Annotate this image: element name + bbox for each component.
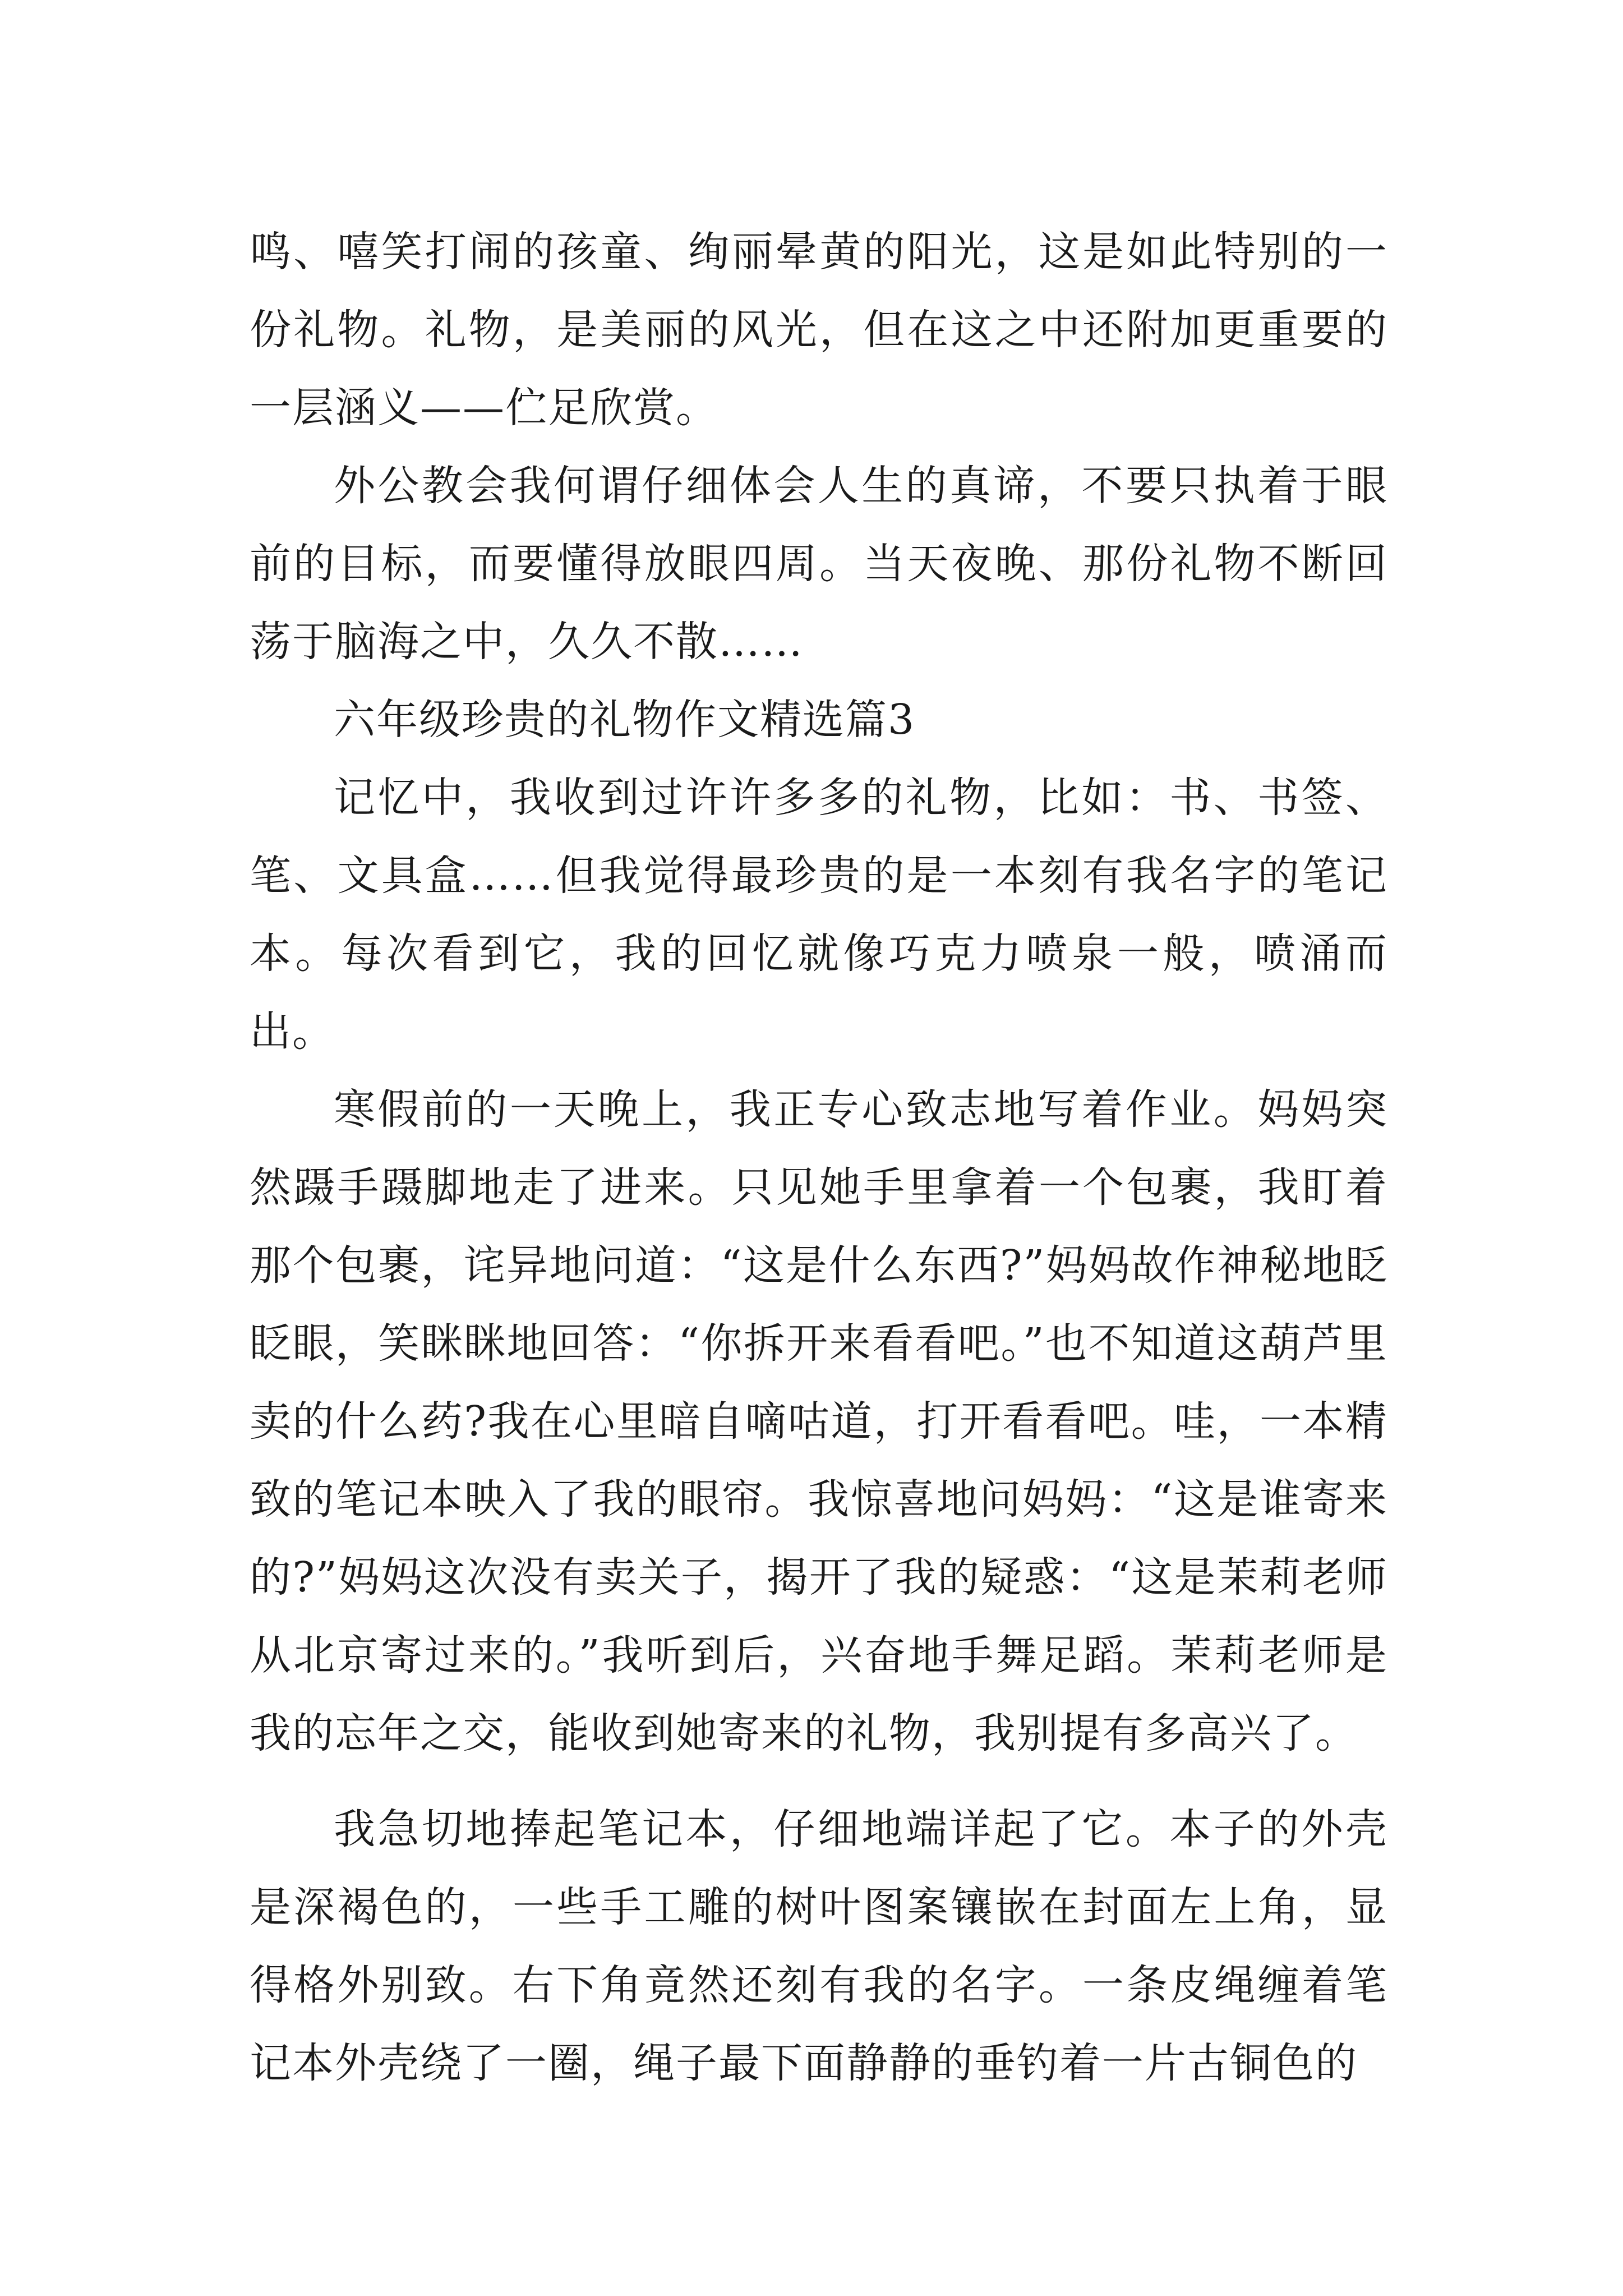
paragraph-memory: 记忆中，我收到过许许多多的礼物，比如：书、书签、笔、文具盒……但我觉得最珍贵的是一本刻有我名字的笔记本。每次看到它，我的回忆就像巧克力喷泉一般，喷涌而出。 [250,774,1388,1056]
section-heading: 六年级珍贵的礼物作文精选篇3 [334,696,916,744]
paragraph-grandpa-lesson: 外公教会我何谓仔细体会人生的真谛，不要只执着于眼前的目标，而要懂得放眼四周。当天夜晚、那份礼物不断回荡于脑海之中，久久不散…… [250,462,1388,666]
paragraph-notebook-description: 我急切地捧起笔记本，仔细地端详起了它。本子的外壳是深褐色的，一些手工雕的树叶图案镶嵌在封面左上角，显得格外别致。右下角竟然还刻有我的名字。一条皮绳缠着笔记本外壳绕了一圈，绳子最下面静静的垂钓着一片古铜色的 [250,1805,1388,2087]
paragraph-winter-evening: 寒假前的一天晚上，我正专心致志地写着作业。妈妈突然蹑手蹑脚地走了进来。只见她手里拿着一个包裹，我盯着那个包裹，诧异地问道：“这是什么东西?”妈妈故作神秘地眨眨眼，笑眯眯地回答：“你拆开来看看吧。”也不知道这葫芦里卖的什么药?我在心里暗自嘀咕道，打开看看吧。哇，一本精致的笔记本映入了我的眼帘。我惊喜地问妈妈：“这是谁寄来的?”妈妈这次没有卖关子，揭开了我的疑惑：“这是茉莉老师从北京寄过来的。”我听到后，兴奋地手舞足蹈。茉莉老师是我的忘年之交，能收到她寄来的礼物，我别提有多高兴了。 [250,1085,1388,1757]
paragraph-continuation: 鸣、嘻笑打闹的孩童、绚丽晕黄的阳光，这是如此特别的一份礼物。礼物，是美丽的风光，但在这之中还附加更重要的一层涵义——伫足欣赏。 [250,228,1388,432]
document-body [250,213,1388,2102]
